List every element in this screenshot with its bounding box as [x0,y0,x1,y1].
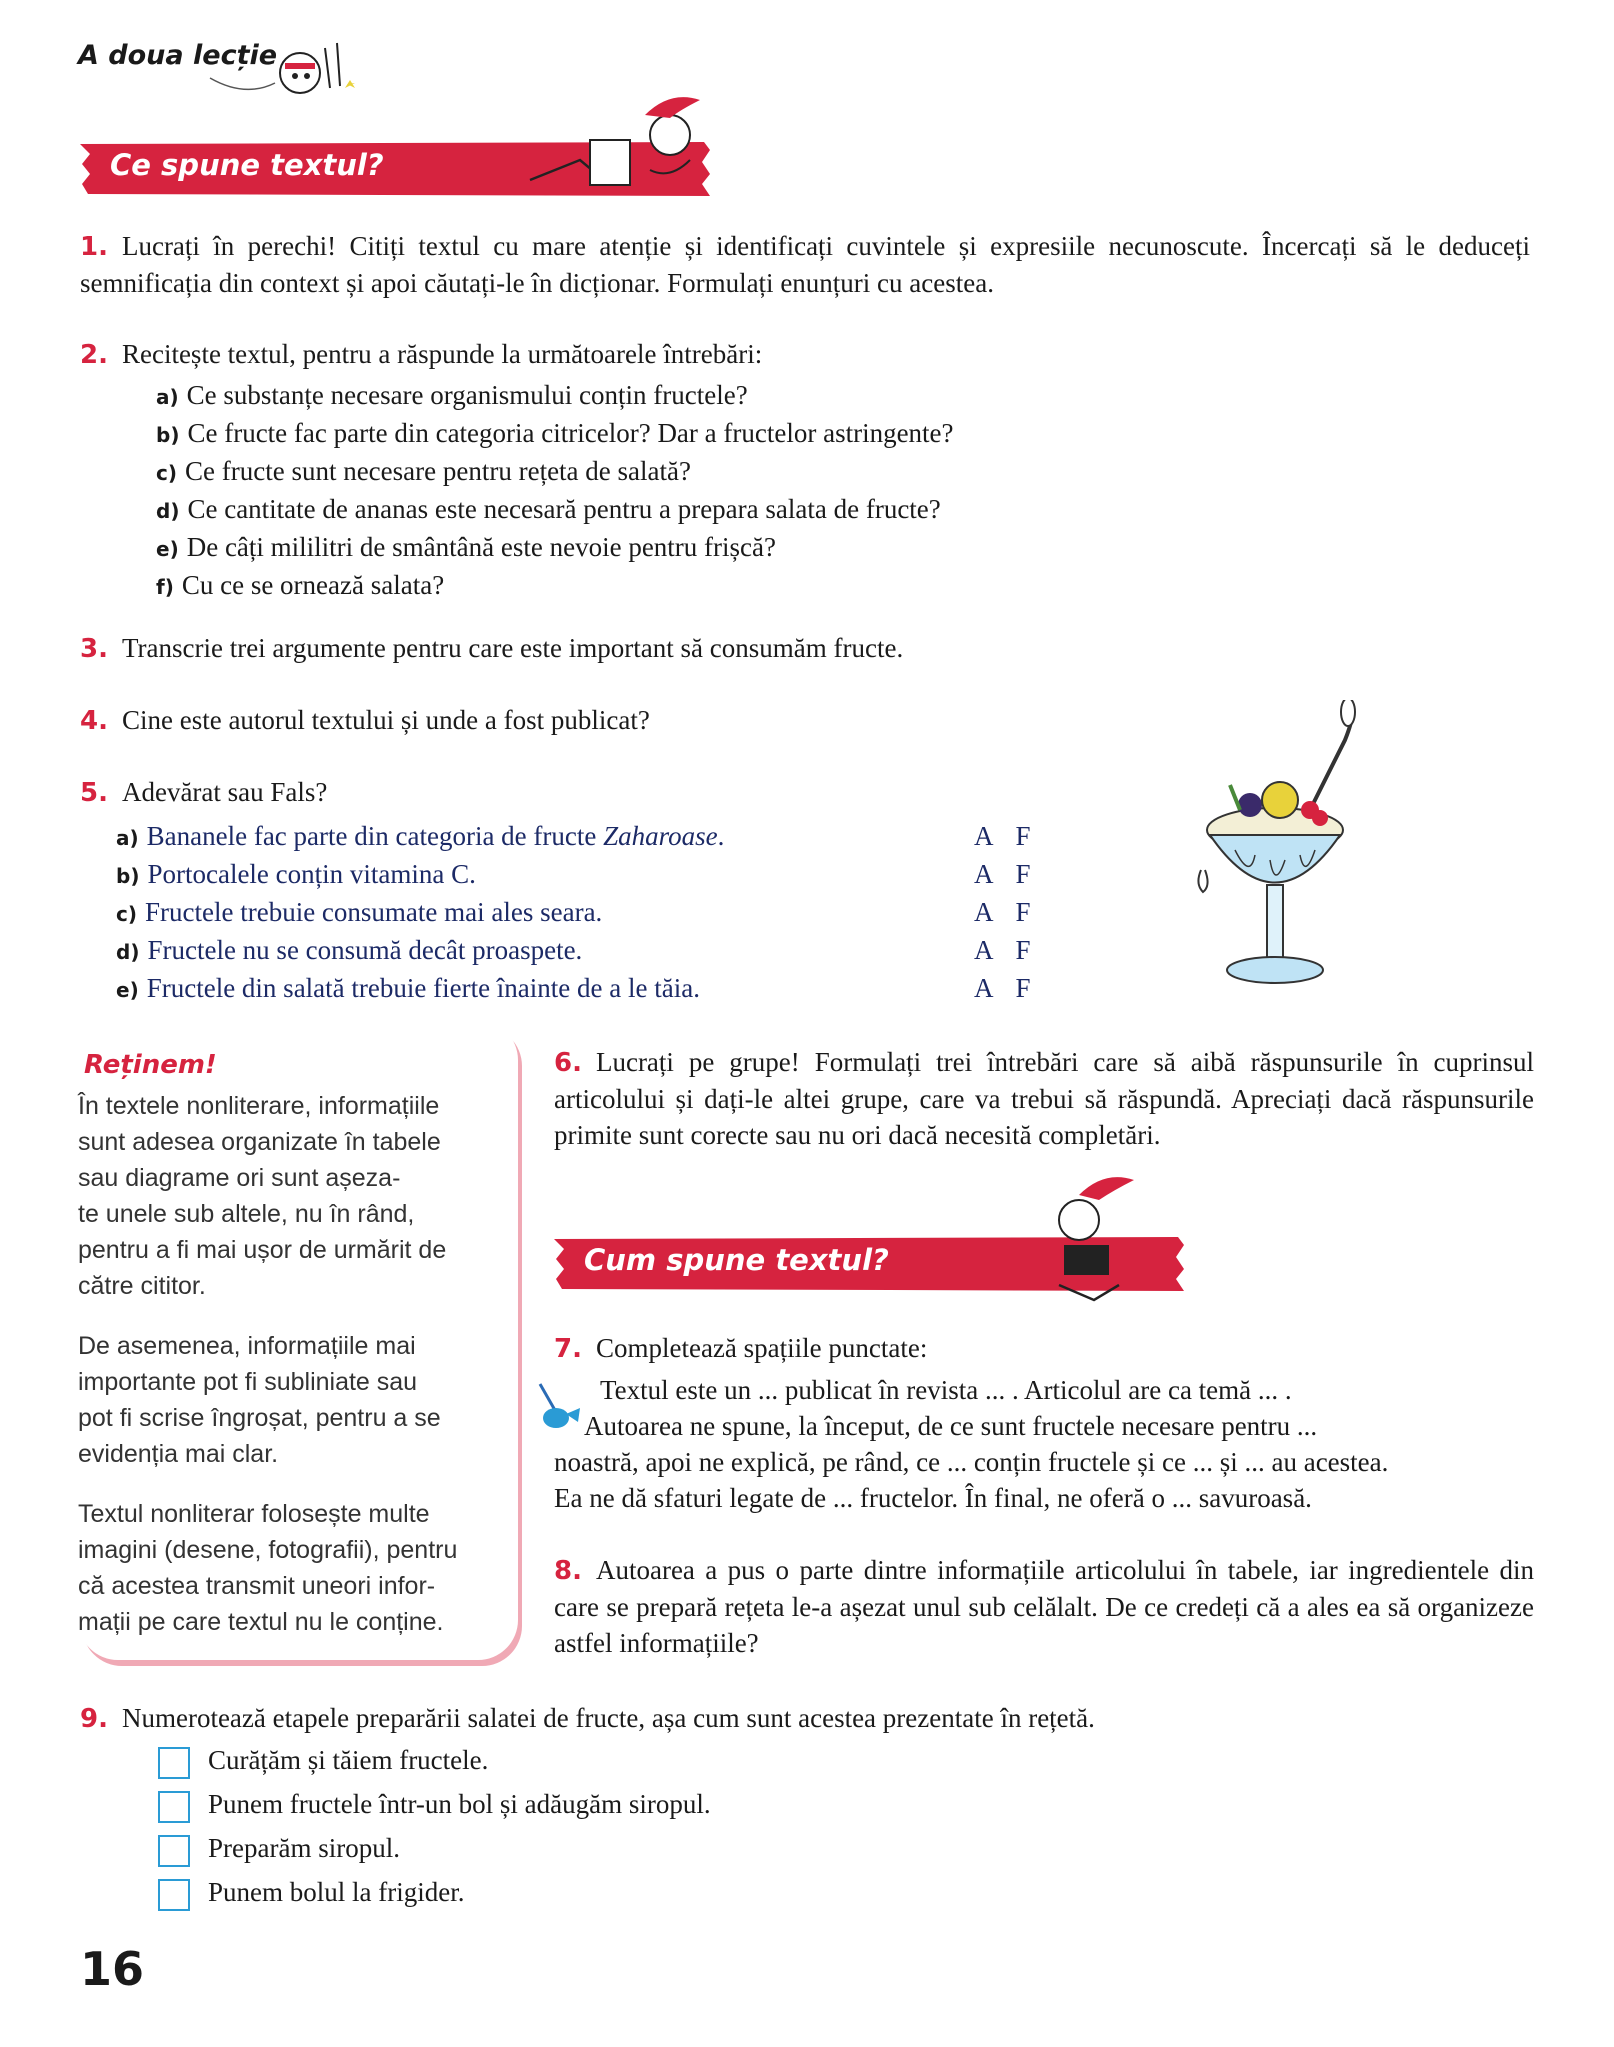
retinem-box [78,1020,518,1660]
list-item: b) Ce fructe fac parte din categoria citricelor? Dar a fructelor astringente? [156,418,954,448]
question-number: 1. [80,232,108,262]
reading-character-icon [520,90,720,200]
fruit-salad-cup-icon [1195,700,1375,1000]
question-number: 6. [554,1048,582,1078]
step-number-checkbox[interactable] [158,1879,190,1911]
section-banner-ce-spune-textul [80,140,710,196]
list-item: a) Ce substanțe necesare organismului conțin fructele? [156,380,748,410]
question-number: 5. [80,778,108,808]
question-6 [554,1044,1534,1153]
retinem-title: Reținem! [84,1050,217,1080]
question-9 [80,1700,1095,1737]
step-item: Curățăm și tăiem fructele. [158,1738,711,1782]
retinem-paragraph-1: În textele nonliterare, informațiile sunt adesea organizate în tabele sau diagrame ori sunt așeza- te unele sub altele, nu în rând, pentru a fi mai ușor de urmărit de către cititor. [78,1092,447,1300]
question-5 [80,774,327,811]
section-banner-cum-spune-textul [554,1235,1184,1291]
fill-line: Ea ne dă sfaturi legate de ... fructelor. În final, ne oferă o ... savuroasă. [554,1483,1312,1513]
list-item: f) Cu ce se ornează salata? [156,570,445,600]
true-false-list [116,818,1053,1008]
question-text: Adevărat sau Fals? [121,777,328,807]
lesson-header: A doua lecție [78,40,278,71]
question-8 [554,1552,1534,1661]
question-3 [80,630,903,667]
question-number: 9. [80,1704,108,1734]
question-number: 2. [80,340,108,370]
question-4 [80,702,650,739]
question-text: Numerotează etapele preparării salatei de fructe, așa cum sunt acestea prezentate în rețetă. [121,1703,1095,1733]
banner-title: Cum spune textul? [584,1243,889,1277]
question-text: Lucrați pe grupe! Formulați trei întrebări care să aibă răspunsurile în cuprinsul articolului și dați-le altei grupe, care va trebui să răspundă. Apreciați dacă răspunsurile primite sunt corecte sau nu ori dacă necesită completări. [554,1047,1534,1150]
list-item: e) Fructele din salată trebuie fierte înainte de a le tăia. AF [116,970,1016,1008]
step-number-checkbox[interactable] [158,1747,190,1779]
true-false-option[interactable]: AF [974,935,1053,965]
question-text: Completează spațiile punctate: [595,1333,928,1363]
list-item: e) De câți mililitri de smântână este nevoie pentru frișcă? [156,532,776,562]
list-item: c) Fructele trebuie consumate mai ales seara. AF [116,894,1016,932]
fill-in-text [554,1372,1534,1516]
question-text: Autoarea a pus o parte dintre informațiile articolului în tabele, iar ingredientele din care se prepară rețeta le-a așezat unul sub celălalt. De ce credeți că a ales ea să organizeze astfel informațiile? [554,1555,1534,1658]
fill-line: noastră, apoi ne explică, pe rând, ce ... conțin fructele și ce ... și ... au acestea. [554,1447,1389,1477]
true-false-option[interactable]: AF [974,973,1053,1003]
true-false-option[interactable]: AF [974,821,1053,851]
laptop-character-icon [1024,1175,1144,1305]
list-item: a) Bananele fac parte din categoria de fructe Zaharoase. AF [116,818,1016,856]
true-false-option[interactable]: AF [974,859,1053,889]
retinem-paragraph-2: De asemenea, informațiile mai importante pot fi subliniate sau pot fi scrise îngroșat, pentru a se evidenția mai clar. [78,1332,441,1468]
question-number: 8. [554,1556,582,1586]
step-item: Preparăm siropul. [158,1826,711,1870]
fill-line: Autoarea ne spune, la început, de ce sunt fructele necesare pentru ... [584,1411,1318,1441]
list-item: c) Ce fructe sunt necesare pentru rețeta de salată? [156,456,691,486]
question-text: Lucrați în perechi! Citiți textul cu mare atenție și identificați cuvintele și expresiile necunoscute. Încercați să le deduceți semnificația din context și apoi căutați-le în dicționar. Formulați enunțuri cu acestea. [80,231,1530,298]
question-number: 3. [80,634,108,664]
steps-list [158,1738,711,1914]
list-item: d) Fructele nu se consumă decât proaspete. AF [116,932,1016,970]
true-false-option[interactable]: AF [974,897,1053,927]
question-2-items [156,377,954,605]
question-text: Transcrie trei argumente pentru care este important să consumăm fructe. [121,633,904,663]
banner-title: Ce spune textul? [110,148,384,182]
fill-line: Textul este un ... publicat în revista ... . Articolul are ca temă ... . [600,1375,1292,1405]
step-number-checkbox[interactable] [158,1791,190,1823]
question-text: Recitește textul, pentru a răspunde la următoarele întrebări: [121,339,763,369]
step-number-checkbox[interactable] [158,1835,190,1867]
question-text: Cine este autorul textului și unde a fost publicat? [121,705,650,735]
step-item: Punem bolul la frigider. [158,1870,711,1914]
question-number: 4. [80,706,108,736]
mascot-doodle-icon [205,28,365,108]
question-7 [554,1330,927,1367]
question-number: 7. [554,1334,582,1364]
list-item: d) Ce cantitate de ananas este necesară pentru a prepara salata de fructe? [156,494,941,524]
retinem-paragraph-3: Textul nonliterar folosește multe imagini (desene, fotografii), pentru că acestea transmit uneori infor- mații pe care textul nu le conține. [78,1500,458,1636]
page-number: 16 [80,1942,145,1996]
question-2 [80,336,1530,373]
list-item: b) Portocalele conțin vitamina C. AF [116,856,1016,894]
question-1 [80,228,1530,301]
step-item: Punem fructele într-un bol și adăugăm siropul. [158,1782,711,1826]
